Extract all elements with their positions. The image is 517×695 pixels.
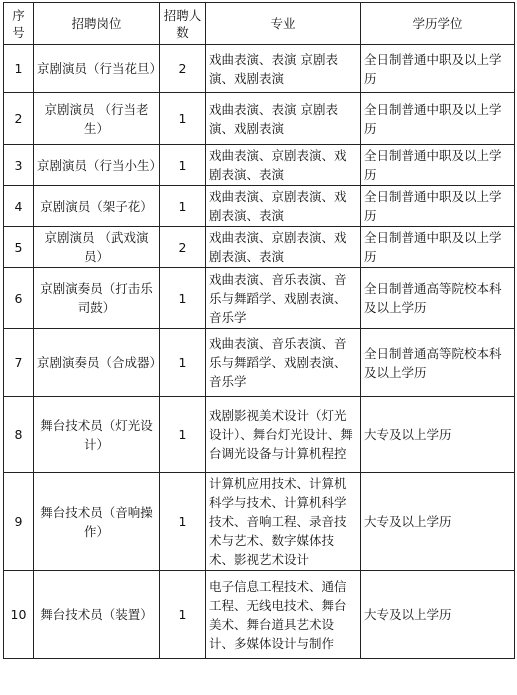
header-education: 学历学位 <box>361 3 515 45</box>
row-number: 2 <box>4 93 34 145</box>
position-cell: 京剧演员（行当小生） <box>34 145 160 186</box>
position-cell: 京剧演奏员（打击乐司鼓） <box>34 268 160 329</box>
header-no: 序号 <box>4 3 34 45</box>
header-row <box>4 3 515 45</box>
major-cell: 戏曲表演、音乐表演、音乐与舞蹈学、戏剧表演、音乐学 <box>206 268 361 329</box>
row-number: 10 <box>4 571 34 659</box>
table-row <box>4 45 515 93</box>
position-cell: 京剧演员 （武戏演员） <box>34 227 160 268</box>
row-number: 9 <box>4 473 34 571</box>
table-row <box>4 186 515 227</box>
row-number: 8 <box>4 397 34 473</box>
major-cell: 戏曲表演、京剧表演、戏剧表演、表演 <box>206 145 361 186</box>
row-number: 1 <box>4 45 34 93</box>
count-cell: 1 <box>160 145 206 186</box>
count-cell: 1 <box>160 473 206 571</box>
position-cell: 京剧演员（架子花） <box>34 186 160 227</box>
education-cell: 大专及以上学历 <box>361 397 515 473</box>
table-row <box>4 93 515 145</box>
position-cell: 舞台技术员（装置） <box>34 571 160 659</box>
major-cell: 戏曲表演、京剧表演、戏剧表演、表演 <box>206 186 361 227</box>
count-cell: 1 <box>160 329 206 397</box>
count-cell: 1 <box>160 186 206 227</box>
table-body <box>4 45 515 659</box>
education-cell: 全日制普通中职及以上学历 <box>361 93 515 145</box>
row-number: 7 <box>4 329 34 397</box>
row-number: 4 <box>4 186 34 227</box>
row-number: 5 <box>4 227 34 268</box>
count-cell: 1 <box>160 571 206 659</box>
major-cell: 戏曲表演、京剧表演、戏剧表演、表演 <box>206 227 361 268</box>
position-cell: 京剧演员（行当花旦） <box>34 45 160 93</box>
major-cell: 电子信息工程技术、通信工程、无线电技术、舞台美术、舞台道具艺术设计、多媒体设计与制作 <box>206 571 361 659</box>
count-cell: 1 <box>160 397 206 473</box>
education-cell: 全日制普通高等院校本科及以上学历 <box>361 268 515 329</box>
education-cell: 全日制普通中职及以上学历 <box>361 186 515 227</box>
education-cell: 全日制普通高等院校本科及以上学历 <box>361 329 515 397</box>
table-row <box>4 397 515 473</box>
header-major: 专业 <box>206 3 361 45</box>
education-cell: 全日制普通中职及以上学历 <box>361 45 515 93</box>
table-row <box>4 145 515 186</box>
table-row <box>4 571 515 659</box>
table-row <box>4 227 515 268</box>
major-cell: 戏曲表演、表演 京剧表演、戏剧表演 <box>206 45 361 93</box>
major-cell: 戏曲表演、表演 京剧表演、戏剧表演 <box>206 93 361 145</box>
table-row <box>4 329 515 397</box>
row-number: 6 <box>4 268 34 329</box>
major-cell: 计算机应用技术、计算机科学与技术、计算机科学技术、音响工程、录音技术与艺术、数字媒体技术、影视艺术设计 <box>206 473 361 571</box>
position-cell: 京剧演员 （行当老生） <box>34 93 160 145</box>
header-count: 招聘人数 <box>160 3 206 45</box>
table-row <box>4 268 515 329</box>
count-cell: 2 <box>160 45 206 93</box>
major-cell: 戏曲表演、音乐表演、音乐与舞蹈学、戏剧表演、音乐学 <box>206 329 361 397</box>
position-cell: 舞台技术员（灯光设计） <box>34 397 160 473</box>
education-cell: 全日制普通中职及以上学历 <box>361 145 515 186</box>
major-cell: 戏剧影视美术设计（灯光设计）、舞台灯光设计、舞台调光设备与计算机程控 <box>206 397 361 473</box>
header-position: 招聘岗位 <box>34 3 160 45</box>
row-number: 3 <box>4 145 34 186</box>
education-cell: 全日制普通中职及以上学历 <box>361 227 515 268</box>
count-cell: 1 <box>160 268 206 329</box>
education-cell: 大专及以上学历 <box>361 571 515 659</box>
position-cell: 京剧演奏员（合成器） <box>34 329 160 397</box>
table-row <box>4 473 515 571</box>
count-cell: 2 <box>160 227 206 268</box>
count-cell: 1 <box>160 93 206 145</box>
recruitment-table <box>3 2 515 659</box>
position-cell: 舞台技术员（音响操作） <box>34 473 160 571</box>
education-cell: 大专及以上学历 <box>361 473 515 571</box>
